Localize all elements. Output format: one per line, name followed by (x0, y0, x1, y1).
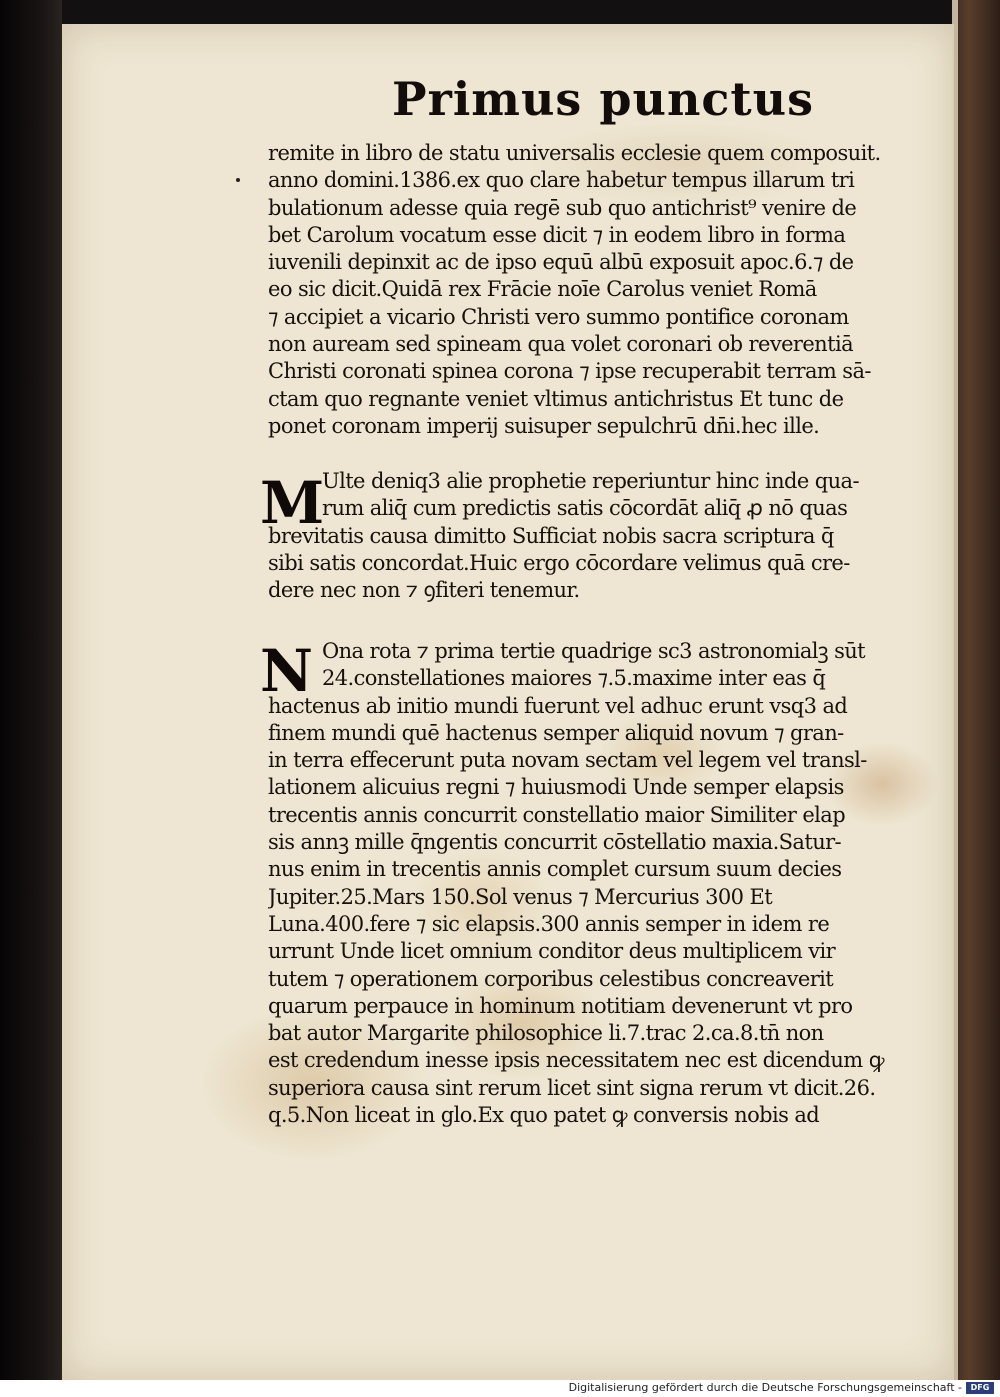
text-line: brevitatis causa dimitto Sufficiat nobis sacra scriptura q̄ (268, 523, 834, 548)
text-line: rum aliq̄ cum predictis satis cōcordāt aliq̄ ꝓ nō quas (322, 496, 848, 521)
text-line: est credendum inesse ipsis necessitatem nec est dicendum ꝙ (268, 1048, 884, 1073)
text-line: lationem alicuius regni ⁊ huiusmodi Unde semper elapsis (268, 775, 844, 800)
text-line: ctam quo regnante veniet vltimus antichristus Et tunc de (268, 386, 844, 411)
text-line: Ulte deniq3 alie prophetie reperiuntur hinc inde qua- (322, 469, 859, 493)
dfg-logo: DFG (966, 1382, 994, 1394)
text-line: nus enim in trecentis annis complet cursum suum decies (268, 857, 842, 882)
paragraph-1 (268, 140, 928, 440)
text-line: Ona rota ⁊ prima tertie quadrige sc3 astronomialꝫ sūt (322, 639, 866, 663)
binding-left (0, 0, 62, 1380)
drop-cap-initial: M (260, 469, 325, 537)
paragraph-3 (268, 638, 928, 1129)
paragraph-2 (268, 468, 928, 604)
text-line: ponet coronam imperij suisuper sepulchrū dn̄i.hec ille. (268, 413, 820, 438)
footer-bar (0, 1380, 1000, 1397)
text-line: Christi coronati spinea corona ⁊ ipse recuperabit terram sā- (268, 359, 871, 384)
page-edge (952, 0, 958, 1380)
text-line: finem mundi quē hactenus semper aliquid novum ⁊ gran- (268, 720, 844, 745)
binding-right (952, 0, 1000, 1380)
drop-cap-initial: N (260, 637, 314, 705)
text-line: hactenus ab initio mundi fuerunt vel adhuc erunt vsq3 ad (268, 693, 848, 718)
text-line: Luna.400.fere ⁊ sic elapsis.300 annis semper in idem re (268, 911, 830, 936)
text-line: bulationum adesse quia regē sub quo antichrist⁹ venire de (268, 195, 857, 220)
text-line: remite in libro de statu universalis ecclesie quem composuit. (268, 141, 881, 165)
text-line: ⁊ accipiet a vicario Christi vero summo pontifice coronam (268, 304, 849, 329)
text-line: iuvenili depinxit ac de ipso equū albū exposuit apoc.6.⁊ de (268, 250, 854, 275)
text-line: bet Carolum vocatum esse dicit ⁊ in eodem libro in forma (268, 222, 846, 247)
text-line: non auream sed spineam qua volet coronari ob reverentiā (268, 332, 853, 357)
text-line: tutem ⁊ operationem corporibus celestibus concreaverit (268, 966, 834, 991)
text-line: Jupiter.25.Mars 150.Sol venus ⁊ Mercurius 300 Et (268, 884, 773, 909)
text-line: quarum perpauce in hominum notitiam devenerunt vt pro (268, 993, 853, 1018)
text-line: in terra effecerunt puta novam sectam vel legem vel transl- (268, 748, 867, 773)
text-line: sibi satis concordat.Huic ergo cōcordare velimus quā cre- (268, 550, 850, 575)
text-line: superiora causa sint rerum licet sint signa rerum vt dicit.26. (268, 1075, 876, 1100)
text-line: sis annꝫ mille q̄ngentis concurrit cōstellatio maxia.Satur- (268, 830, 842, 855)
footer-credit: Digitalisierung gefördert durch die Deutsche Forschungsgemeinschaft - (568, 1381, 962, 1394)
text-line: trecentis annis concurrit constellatio maior Similiter elap (268, 802, 846, 827)
text-line: 24.constellationes maiores ⁊.5.maxime inter eas q̄ (322, 666, 826, 691)
text-line: urrunt Unde licet omnium conditor deus multiplicem vir (268, 939, 836, 964)
text-line: q.5.Non liceat in glo.Ex quo patet ꝙ conversis nobis ad (268, 1103, 820, 1128)
margin-mark (236, 178, 240, 182)
page-heading: Primus punctus (392, 72, 814, 126)
text-line: anno domini.1386.ex quo clare habetur tempus illarum tri (268, 168, 855, 193)
text-line: dere nec non ⁊ ꝯfiteri tenemur. (268, 578, 580, 603)
text-line: bat autor Margarite philosophice li.7.trac 2.ca.8.tn̄ non (268, 1021, 824, 1046)
text-line: eo sic dicit.Quidā rex Frācie noīe Carolus veniet Romā (268, 277, 817, 302)
